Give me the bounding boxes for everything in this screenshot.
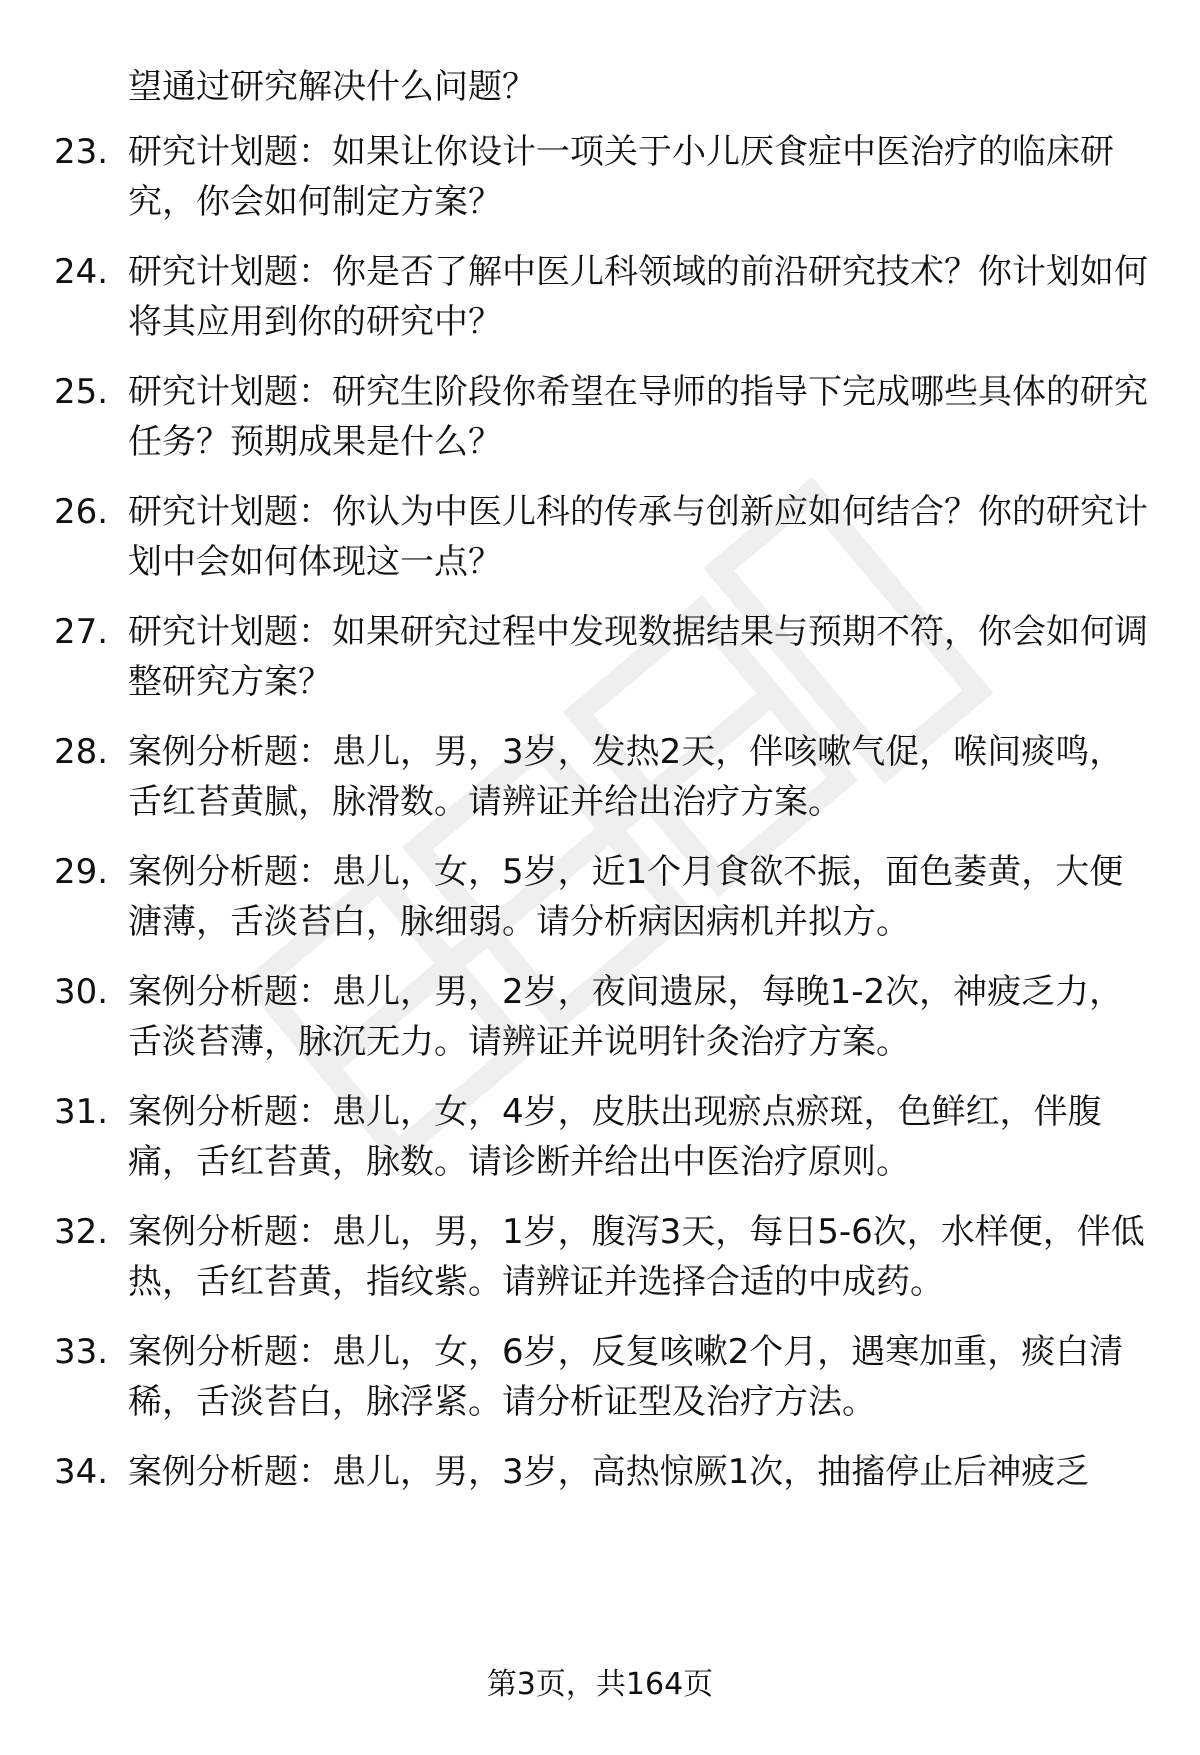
question-number: 32.: [54, 1212, 109, 1252]
question-number: 28.: [54, 732, 109, 772]
question-number: 27.: [54, 612, 109, 652]
question-number: 31.: [54, 1092, 109, 1132]
question-number: 26.: [54, 492, 109, 532]
question-text: 案例分析题：患儿，女，4岁，皮肤出现瘀点瘀斑，色鲜红，伴腹痛，舌红苔黄，脉数。请诊断并给出中医治疗原则。: [128, 1092, 1102, 1182]
question-number: 34.: [54, 1452, 109, 1492]
question-text: 案例分析题：患儿，女，5岁，近1个月食欲不振，面色萎黄，大便溏薄，舌淡苔白，脉细弱。请分析病因病机并拟方。: [128, 852, 1124, 942]
question-number: 29.: [54, 852, 109, 892]
question-text: 案例分析题：患儿，男，3岁，发热2天，伴咳嗽气促，喉间痰鸣，舌红苔黄腻，脉滑数。请辨证并给出治疗方案。: [128, 732, 1124, 822]
question-number: 33.: [54, 1332, 109, 1372]
question-text: 案例分析题：患儿，女，6岁，反复咳嗽2个月，遇寒加重，痰白清稀，舌淡苔白，脉浮紧。请分析证型及治疗方法。: [128, 1332, 1124, 1422]
question-number: 30.: [54, 972, 109, 1012]
question-text: 案例分析题：患儿，男，3岁，高热惊厥1次，抽搐停止后神疲乏: [128, 1452, 1090, 1492]
question-text: 研究计划题：你是否了解中医儿科领域的前沿研究技术？你计划如何将其应用到你的研究中？: [128, 252, 1148, 342]
page-footer: 第3页，共164页: [486, 1667, 714, 1702]
continuation-text: 望通过研究解决什么问题？: [128, 67, 536, 107]
question-number: 23.: [54, 132, 109, 172]
question-text: 研究计划题：研究生阶段你希望在导师的指导下完成哪些具体的研究任务？预期成果是什么？: [128, 372, 1148, 462]
question-text: 案例分析题：患儿，男，1岁，腹泻3天，每日5-6次，水样便，伴低热，舌红苔黄，指纹紫。请辨证并选择合适的中成药。: [128, 1212, 1145, 1302]
question-text: 研究计划题：你认为中医儿科的传承与创新应如何结合？你的研究计划中会如何体现这一点？: [128, 492, 1148, 582]
question-number: 25.: [54, 372, 109, 412]
question-text: 研究计划题：如果研究过程中发现数据结果与预期不符，你会如何调整研究方案？: [128, 612, 1148, 702]
question-text: 研究计划题：如果让你设计一项关于小儿厌食症中医治疗的临床研究，你会如何制定方案？: [128, 132, 1114, 222]
question-number: 24.: [54, 252, 109, 292]
question-text: 案例分析题：患儿，男，2岁，夜间遗尿，每晚1-2次，神疲乏力，舌淡苔薄，脉沉无力。请辨证并说明针灸治疗方案。: [128, 972, 1124, 1062]
